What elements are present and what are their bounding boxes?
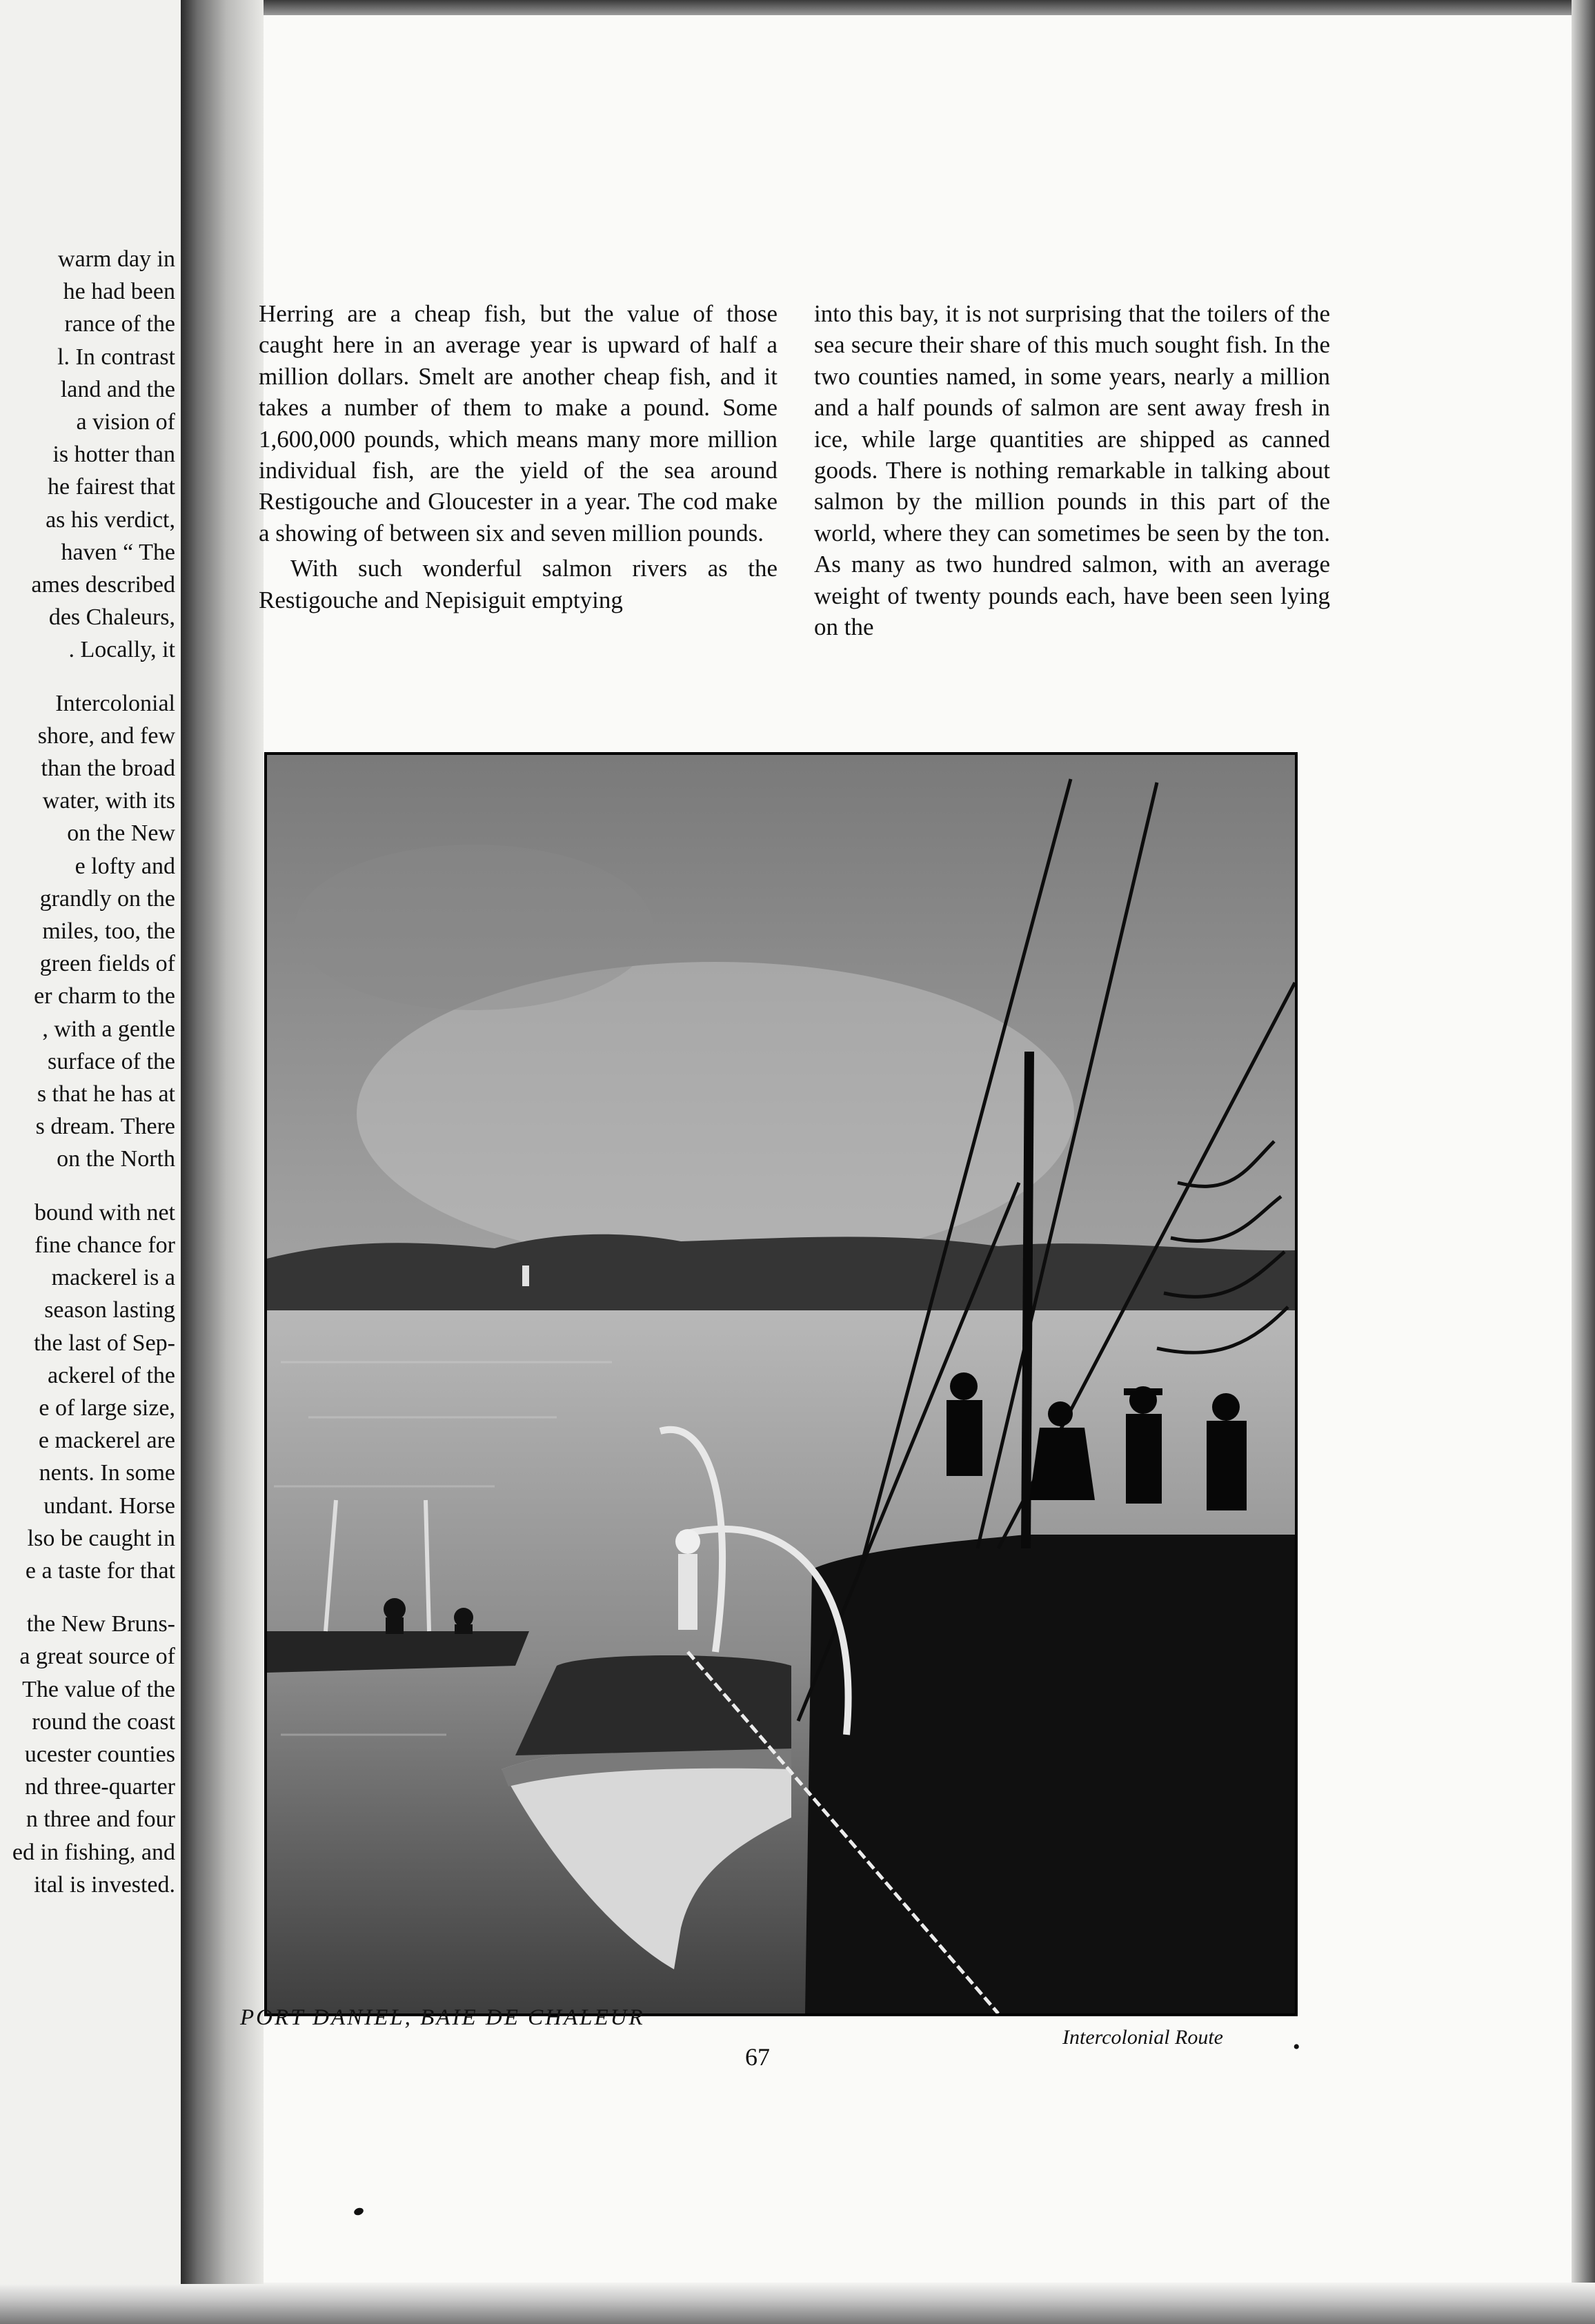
- facing-page-line: s that he has at: [37, 1081, 175, 1107]
- facing-page-line: des Chaleurs,: [48, 604, 175, 631]
- facing-page-line: fine chance for: [34, 1232, 175, 1258]
- facing-page-line: he fairest that: [47, 474, 175, 500]
- text-column-left: [259, 298, 777, 616]
- text-column-right: [814, 298, 1330, 642]
- facing-page-line: a vision of: [76, 409, 175, 435]
- facing-page-line: nents. In some: [39, 1460, 175, 1486]
- facing-page-line: shore, and few: [37, 722, 175, 749]
- facing-page-line: ital is invested.: [34, 1871, 175, 1898]
- facing-page-line: ackerel of the: [48, 1362, 175, 1388]
- harbor-photograph-icon: [264, 752, 1298, 2016]
- facing-page-line: ucester counties: [24, 1741, 175, 1767]
- route-label: Intercolonial Route: [1062, 2026, 1223, 2049]
- facing-page-line: the New Bruns-: [26, 1611, 175, 1637]
- facing-page-line: [0, 667, 175, 687]
- facing-page-line: season lasting: [44, 1297, 175, 1323]
- facing-page-line: green fields of: [39, 951, 175, 977]
- paragraph: into this bay, it is not surprising that the toilers of the sea secure their share of this much sought fish. In the two counties named, in some years, nearly a million and a half pounds of salmon are sent away fresh in ice, while large quantities are shipped as canned goods. There is nothing remarkable in talking about salmon by the million pounds in this part of the world, where they can sometimes be seen by the ton. As many as two hundred salmon, with an average weight of twenty pounds each, have been seen lying on the: [814, 300, 1330, 641]
- paragraph: With such wonderful salmon rivers as the Restigouche and Nepisiguit emptying: [259, 555, 777, 613]
- facing-page-line: land and the: [60, 376, 175, 402]
- facing-page-line: surface of the: [47, 1048, 175, 1074]
- facing-page-line: . Locally, it: [68, 637, 175, 663]
- facing-page-line: he had been: [63, 279, 175, 305]
- facing-page-line: [0, 1176, 175, 1197]
- facing-page-line: bound with net: [34, 1199, 175, 1225]
- facing-page-line: grandly on the: [39, 885, 175, 912]
- facing-page-line: ames described: [31, 572, 175, 598]
- facing-page-line: e mackerel are: [38, 1428, 175, 1454]
- facing-page-line: n three and four: [26, 1806, 175, 1833]
- facing-page-line: mackerel is a: [51, 1265, 175, 1291]
- facing-page-line: l. In contrast: [57, 344, 175, 370]
- facing-page-line: on the New: [67, 820, 175, 847]
- ink-speck: [353, 2207, 365, 2216]
- facing-page-line: The value of the: [22, 1676, 175, 1702]
- facing-page-line: the last of Sep-: [34, 1330, 175, 1356]
- facing-page-line: undant. Horse: [43, 1493, 175, 1519]
- facing-page-line: s dream. There: [35, 1114, 175, 1140]
- facing-page-text: [0, 243, 175, 1901]
- facing-page-line: water, with its: [42, 788, 175, 814]
- scan-bottom-edge: [0, 2283, 1595, 2324]
- facing-page-line: ed in fishing, and: [12, 1839, 175, 1865]
- facing-page-line: miles, too, the: [42, 918, 175, 945]
- facing-page-left: [0, 0, 185, 2284]
- facing-page-line: e lofty and: [75, 853, 175, 879]
- facing-page-line: round the coast: [32, 1708, 175, 1735]
- facing-page-line: is hotter than: [52, 442, 175, 468]
- facing-page-line: warm day in: [58, 246, 175, 272]
- facing-page-line: than the broad: [41, 756, 175, 782]
- facing-page-line: a great source of: [19, 1644, 175, 1670]
- facing-page-line: Intercolonial: [55, 690, 175, 716]
- facing-page-line: nd three-quarter: [24, 1774, 175, 1800]
- scan-right-edge: [1572, 0, 1595, 2324]
- facing-page-line: lso be caught in: [27, 1525, 175, 1551]
- facing-page-line: rance of the: [64, 311, 175, 337]
- photo-caption: PORT DANIEL, BAIE DE CHALEUR: [240, 2005, 645, 2030]
- facing-page-line: , with a gentle: [42, 1016, 175, 1042]
- facing-page-line: on the North: [57, 1146, 175, 1172]
- book-spine-shadow: [181, 0, 264, 2284]
- paragraph: Herring are a cheap fish, but the value of those caught here in an average year is upward of half a million dollars. Smelt are another cheap fish, and it takes a number of them to make a pound. Some 1,600,000 pounds, which means many more million individual fish, are the yield of the sea around Restigouche and Gloucester in a year. The cod make a showing of between six and seven million pounds.: [259, 300, 777, 546]
- facing-page-line: e of large size,: [39, 1395, 175, 1421]
- page-number: 67: [745, 2043, 770, 2071]
- bullet-mark: •: [1293, 2036, 1300, 2058]
- facing-page-line: haven “ The: [61, 539, 175, 565]
- facing-page-line: e a taste for that: [25, 1557, 175, 1584]
- facing-page-line: [0, 1587, 175, 1608]
- facing-page-line: as his verdict,: [46, 506, 175, 533]
- facing-page-line: er charm to the: [34, 983, 175, 1010]
